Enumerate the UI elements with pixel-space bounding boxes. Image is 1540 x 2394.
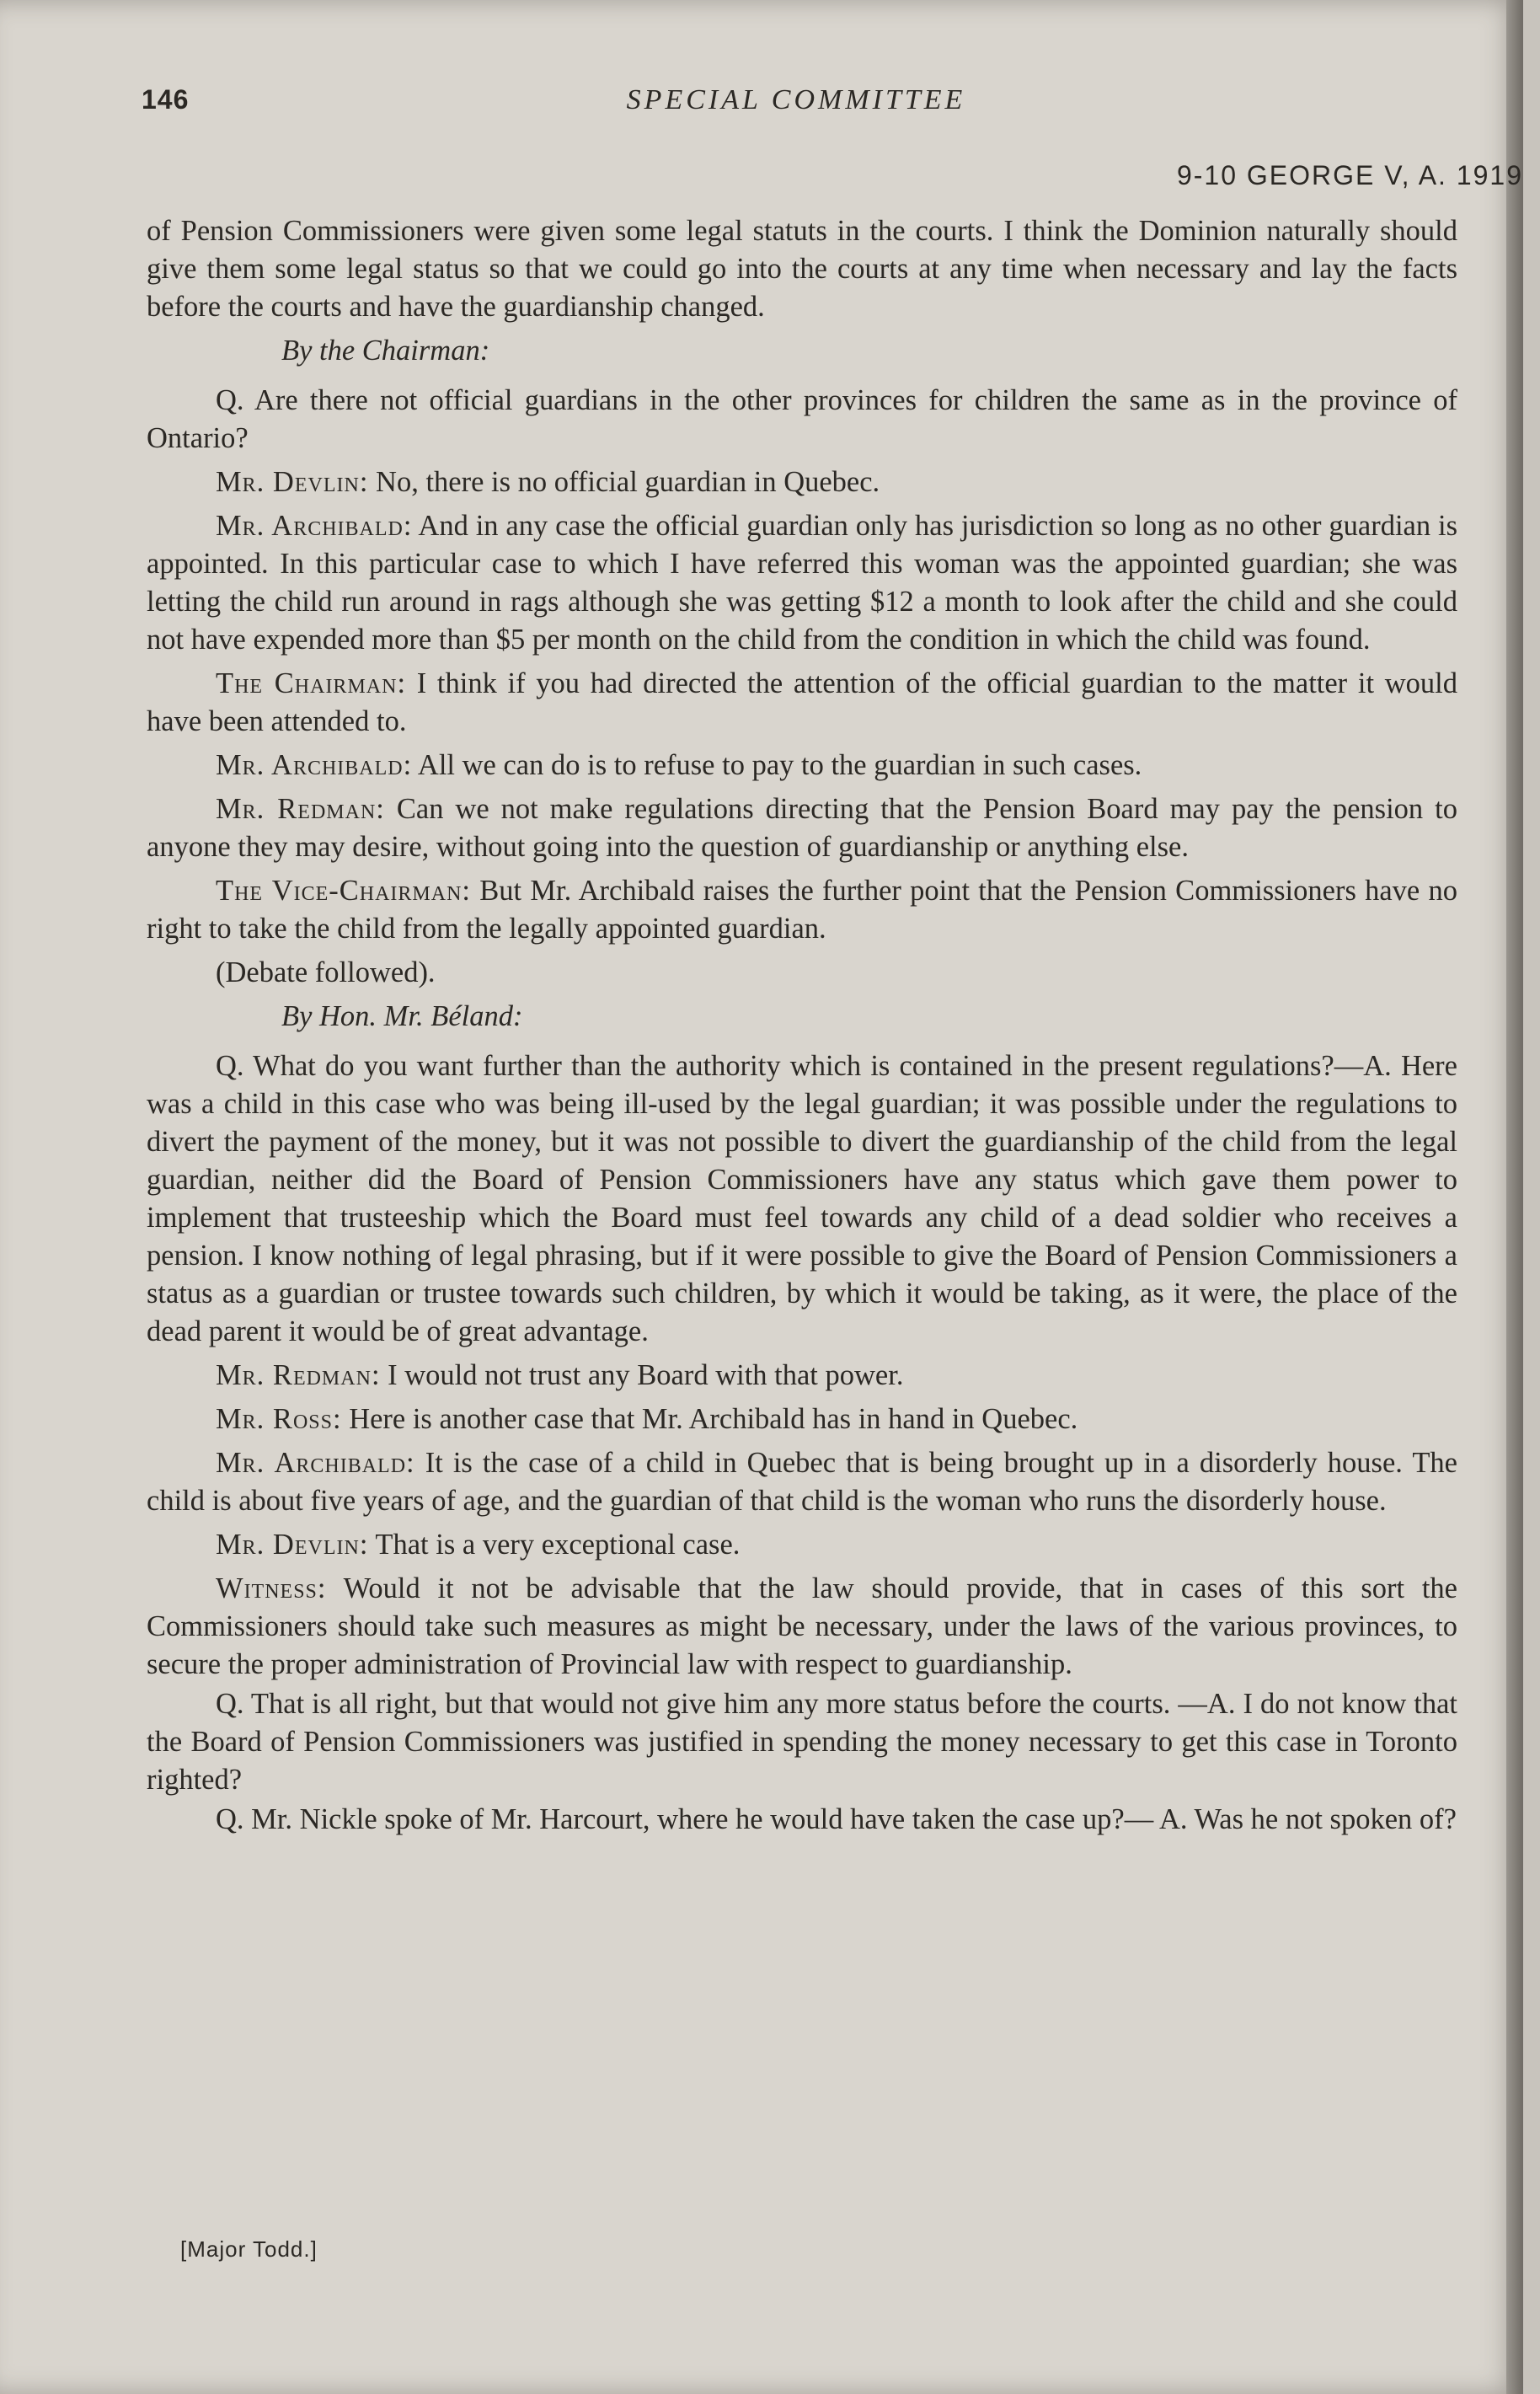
speech-text: All we can do is to refuse to pay to the guardian in such cases. — [412, 749, 1142, 781]
paragraph: Q. Are there not official guardians in the other provinces for children the same as in the province of Ontario? — [147, 384, 1457, 454]
page-number: 146 — [142, 84, 190, 115]
running-title: SPECIAL COMMITTEE — [626, 84, 966, 115]
paragraph: (Debate followed). — [216, 956, 436, 988]
speaker-name: Mr. Devlin: — [216, 1529, 369, 1561]
speech-text: That is a very exceptional case. — [368, 1529, 741, 1561]
paragraph — [147, 1570, 1457, 1684]
paragraph — [147, 872, 1457, 948]
speech-text: No, there is no official guardian in Quebec. — [368, 466, 880, 498]
speech-text: Here is another case that Mr. Archibald has in hand in Quebec. — [341, 1403, 1078, 1435]
paragraph: Q. That is all right, but that would not give him any more status before the courts. —A. I do not know that the Board of Pension Commissioners was justified in spending the money necessary to get this case in Toronto righted? — [147, 1688, 1457, 1796]
speech-text: But Mr. Archibald raises the further point that the Pension Commissioners have no right to take the child from the legally appointed guardian. — [147, 875, 1457, 945]
paragraph — [147, 1401, 1457, 1438]
speaker-name: Witness: — [216, 1572, 327, 1604]
speaker-name: The Vice-Chairman: — [216, 875, 472, 907]
body-text — [147, 212, 1457, 1840]
paragraph: of Pension Commissioners were given some legal statuts in the courts. I think the Dominion naturally should give them some legal status so that we could go into the courts at any time when necessary and lay the facts before the courts and have the guardianship changed. — [147, 215, 1457, 323]
speech-text: And in any case the official guardian only has jurisdiction so long as no other guardian is appointed. In this particular case to which I have referred this woman was the appointed guardian; she was letting the child run around in rags although she was getting $12 a month to look after the child and she could not have expended more than $5 per month on the child from the condition in which the child was found. — [147, 510, 1457, 656]
speaker-name: Mr. Redman: — [216, 793, 385, 825]
paragraph — [147, 665, 1457, 741]
examination-subheading: By the Chairman: — [281, 335, 490, 367]
speaker-name: Mr. Devlin: — [216, 466, 369, 498]
page-header — [142, 84, 1451, 135]
witness-tag: [Major Todd.] — [180, 2236, 318, 2262]
examination-subheading: By Hon. Mr. Béland: — [281, 1000, 523, 1032]
speaker-name: Mr. Ross: — [216, 1403, 342, 1435]
paragraph — [147, 463, 1457, 501]
paragraph — [147, 1357, 1457, 1395]
speaker-name: Mr. Archibald: — [216, 510, 413, 542]
paragraph — [147, 790, 1457, 866]
speech-text: I would not trust any Board with that power. — [380, 1359, 904, 1391]
speech-text: I think if you had directed the attention of the official guardian to the matter it would have been attended to. — [147, 667, 1457, 737]
paragraph — [147, 747, 1457, 785]
paragraph — [147, 1444, 1457, 1520]
session-label: 9-10 GEORGE V, A. 1919 — [1176, 160, 1523, 190]
paragraph — [147, 1526, 1457, 1564]
speaker-name: Mr. Redman: — [216, 1359, 381, 1391]
speaker-name: Mr. Archibald: — [216, 749, 413, 781]
paragraph — [147, 507, 1457, 659]
speaker-name: Mr. Archibald: — [216, 1447, 415, 1479]
speech-text: It is the case of a child in Quebec that is being brought up in a disorderly house. The child is about five years of age, and the guardian of that child is the woman who runs the disorderly house. — [147, 1447, 1457, 1517]
speech-text: Would it not be advisable that the law should provide, that in cases of this sort the Commissioners should take such measures as might be necessary, under the laws of the various provinces, to secure the proper administration of Provincial law with respect to guardianship. — [147, 1572, 1457, 1680]
paragraph: Q. What do you want further than the authority which is contained in the present regulations?—A. Here was a child in this case who was being ill-used by the legal guardian; it was possible under the regulations to divert the payment of the money, but it was not possible to divert the guardianship of the child from the legal guardian, neither did the Board of Pension Commissioners have any status which gave them power to implement that trusteeship which the Board must feel towards any child of a dead soldier who receives a pension. I know nothing of legal phrasing, but if it were possible to give the Board of Pension Commissioners a status as a guardian or trustee towards such children, by which it would be taking, as it were, the place of the dead parent it would be of great advantage. — [147, 1050, 1457, 1347]
speaker-name: The Chairman: — [216, 667, 407, 699]
paragraph: Q. Mr. Nickle spoke of Mr. Harcourt, where he would have taken the case up?— A. Was he not spoken of? — [216, 1803, 1457, 1835]
page-edge-shadow — [1506, 0, 1523, 2394]
speech-text: Can we not make regulations directing that the Pension Board may pay the pension to anyone they may desire, without going into the question of guardianship or anything else. — [147, 793, 1457, 863]
